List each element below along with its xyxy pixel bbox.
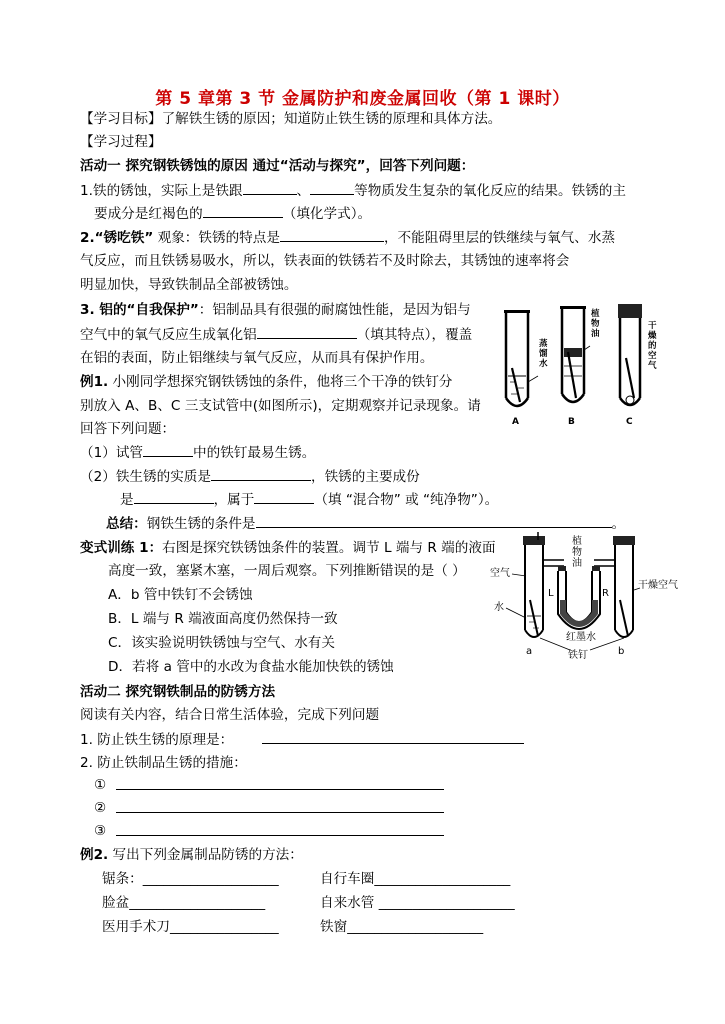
q3-label: 3. 铝的“自我保护” xyxy=(80,302,199,318)
example-2 xyxy=(80,846,303,864)
question-2-line1 xyxy=(80,228,615,247)
question-3-line1 xyxy=(80,301,471,319)
tube-b xyxy=(560,306,586,402)
ex1-q2-text-a: （2）铁生锈的实质是 xyxy=(80,469,211,485)
q1-text-d: （填化学式）。 xyxy=(282,206,372,222)
activity1-heading: 活动一 探究钢铁锈蚀的原因 通过“活动与探究”，回答下列问题： xyxy=(80,158,475,174)
q2-blank[interactable] xyxy=(280,228,384,242)
drill-option-c[interactable]: C．该实验说明铁锈蚀与空气、水有关 xyxy=(108,635,335,651)
product-saw xyxy=(102,870,279,888)
q1-text-b: 等物质发生复杂的氧化反应的结果。铁锈的主 xyxy=(354,183,626,199)
product-name: 自行车圈 xyxy=(320,871,375,887)
learning-goal xyxy=(80,110,501,128)
measure-item-2: ② xyxy=(94,800,107,816)
example-1-q2-line1 xyxy=(80,467,420,486)
activity2-q1-blank[interactable] xyxy=(262,743,524,744)
question-3-line2 xyxy=(80,325,472,344)
example-1-line1 xyxy=(80,373,452,391)
product-name: 铁窗 xyxy=(320,919,348,935)
label-air: 空气 xyxy=(490,568,510,579)
tube-b-label: B xyxy=(568,417,575,427)
q1-text-c: 要成分是红褐色的 xyxy=(94,206,203,222)
summary-label: 总结： xyxy=(106,516,147,532)
product-bike-rim xyxy=(320,870,510,888)
ex1-q2-text-e: （填 “混合物” 或 “纯净物”）。 xyxy=(314,492,499,508)
label-oil: 植物油 xyxy=(572,536,582,569)
label-vegetable-oil: 植物油 xyxy=(591,309,600,339)
drill-text-a: 右图是探究铁锈蚀条件的装置。调节 L 端与 R 端的液面 xyxy=(162,540,496,556)
label-dry-air: 干燥空气 xyxy=(638,580,678,591)
product-name: 自来水管 xyxy=(320,895,375,911)
product-blank[interactable]: ____________________ xyxy=(347,919,484,935)
example-1-line3: 回答下列问题： xyxy=(80,421,176,437)
q1-blank-3[interactable] xyxy=(203,204,283,218)
example-1-q2-line2 xyxy=(120,490,498,509)
measure-blank-1[interactable] xyxy=(116,789,444,790)
tube-c-label: C xyxy=(626,417,633,427)
product-basin xyxy=(102,894,265,912)
tube-c xyxy=(618,304,642,405)
goal-label: 【学习目标】 xyxy=(80,111,162,127)
drill-option-a[interactable]: A．b 管中铁钉不会锈蚀 xyxy=(108,587,253,603)
q2-label: 2.“锈吃铁” xyxy=(80,230,154,246)
measure-blank-2[interactable] xyxy=(116,812,444,813)
stopper-b xyxy=(613,536,635,545)
summary-end: 。 xyxy=(611,516,626,532)
product-name: 脸盆 xyxy=(102,895,130,911)
example-1-line2: 别放入 A、B、C 三支试管中(如图所示)，定期观察并记录现象。请 xyxy=(80,398,481,414)
label-b: b xyxy=(618,646,625,657)
measure-item-3: ③ xyxy=(94,823,107,839)
label-dry-air: 干燥的空气 xyxy=(648,321,657,371)
ex1-q1-blank[interactable] xyxy=(143,443,193,457)
activity2-heading: 活动二 探究钢铁制品的防锈方法 xyxy=(80,684,276,700)
product-blank[interactable]: ____________________ xyxy=(142,871,279,887)
product-name: 锯条： xyxy=(102,871,143,887)
label-a: a xyxy=(526,646,533,657)
q3-text-b: 空气中的氧气反应生成氧化铝 xyxy=(80,327,257,343)
figure-test-tubes xyxy=(498,298,670,428)
ex1-text-a: 小刚同学想探究钢铁锈蚀的条件，他将三个干净的铁钉分 xyxy=(112,374,453,390)
drill-line2: 高度一致，塞紧木塞，一周后观察。下列推断错误的是（ ） xyxy=(108,563,466,579)
product-blank[interactable]: ____________________ xyxy=(129,895,266,911)
ex2-label: 例2. xyxy=(80,847,109,863)
question-3-line3: 在铝的表面，防止铝继续与氧气反应，从而具有保护作用。 xyxy=(80,350,434,366)
ex1-q2-text-d: ，属于 xyxy=(213,492,255,508)
ex2-text: 写出下列金属制品防锈的方法： xyxy=(112,847,303,863)
q2-text-b: ，不能阻碍里层的铁继续与氧气、水蒸 xyxy=(383,230,616,246)
q3-text-a: ：铝制品具有很强的耐腐蚀性能，是因为铝与 xyxy=(198,302,471,318)
q1-blank-2[interactable] xyxy=(310,181,354,195)
q3-blank[interactable] xyxy=(257,325,357,339)
measure-item-1: ① xyxy=(94,777,107,793)
q1-blank-1[interactable] xyxy=(243,181,297,195)
q3-text-c: （填其特点），覆盖 xyxy=(356,327,473,343)
product-iron-window xyxy=(320,918,483,936)
q1-sep: 、 xyxy=(296,183,311,199)
figure-u-tube-apparatus xyxy=(478,530,688,670)
label-R: R xyxy=(602,588,609,599)
summary-text: 钢铁生锈的条件是 xyxy=(146,516,256,532)
activity2-q2: 2. 防止铁制品生锈的措施： xyxy=(80,755,247,771)
product-name: 医用手术刀 xyxy=(102,919,170,935)
product-scalpel xyxy=(102,918,279,936)
product-blank[interactable]: ________________ xyxy=(169,919,279,935)
drill-label: 变式训练 1： xyxy=(80,540,163,556)
label-water: 水 xyxy=(494,602,504,613)
drill-option-d[interactable]: D．若将 a 管中的水改为食盐水能加快铁的锈蚀 xyxy=(108,659,394,675)
label-nail: 铁钉 xyxy=(568,650,588,661)
summary-blank[interactable] xyxy=(256,514,612,528)
product-water-pipe xyxy=(320,894,515,912)
question-1-line1 xyxy=(80,181,626,200)
question-2-line2: 气反应，而且铁锈易吸水，所以，铁表面的铁锈若不及时除去，其锈蚀的速率将会 xyxy=(80,253,570,269)
ex1-q2-blank-3[interactable] xyxy=(254,490,314,504)
ex1-q2-text-b: ，铁锈的主要成份 xyxy=(311,469,420,485)
tube-a xyxy=(504,310,530,406)
product-blank[interactable]: ____________________ xyxy=(374,871,511,887)
label-distilled-water: 蒸馏水 xyxy=(539,339,548,369)
page-title: 第 5 章第 3 节 金属防护和废金属回收（第 1 课时） xyxy=(155,89,570,109)
q2-text-a: 观象：铁锈的特点是 xyxy=(157,230,280,246)
ex1-q2-text-c: 是 xyxy=(120,492,134,508)
goal-text: 了解铁生锈的原因；知道防止铁生锈的原理和具体方法。 xyxy=(161,111,502,127)
ex1-label: 例1. xyxy=(80,374,109,390)
label-red-ink: 红墨水 xyxy=(566,632,596,643)
activity2-intro: 阅读有关内容，结合日常生活体验，完成下列问题 xyxy=(80,707,380,723)
stopper-a xyxy=(523,536,545,545)
activity2-q1: 1. 防止铁生锈的原理是： xyxy=(80,732,234,748)
ex1-q1-text-b: 中的铁钉最易生锈。 xyxy=(193,445,316,461)
measure-blank-3[interactable] xyxy=(116,835,444,836)
process-label: 【学习过程】 xyxy=(80,134,162,150)
question-1-line2 xyxy=(94,204,371,223)
ex1-q2-blank-1[interactable] xyxy=(211,467,311,481)
ex1-q1-text-a: （1）试管 xyxy=(80,445,144,461)
q1-text-a: 1.铁的锈蚀，实际上是铁跟 xyxy=(80,183,243,199)
label-L: L xyxy=(548,588,554,599)
question-2-line3: 明显加快，导致铁制品全部被锈蚀。 xyxy=(80,277,298,293)
ex1-q2-blank-2[interactable] xyxy=(134,490,214,504)
drill-option-b[interactable]: B．L 端与 R 端液面高度仍然保持一致 xyxy=(108,611,338,627)
product-blank[interactable]: ____________________ xyxy=(378,895,515,911)
drill-line1 xyxy=(80,539,496,557)
tube-a-label: A xyxy=(512,417,519,427)
example-1-q1 xyxy=(80,443,315,462)
